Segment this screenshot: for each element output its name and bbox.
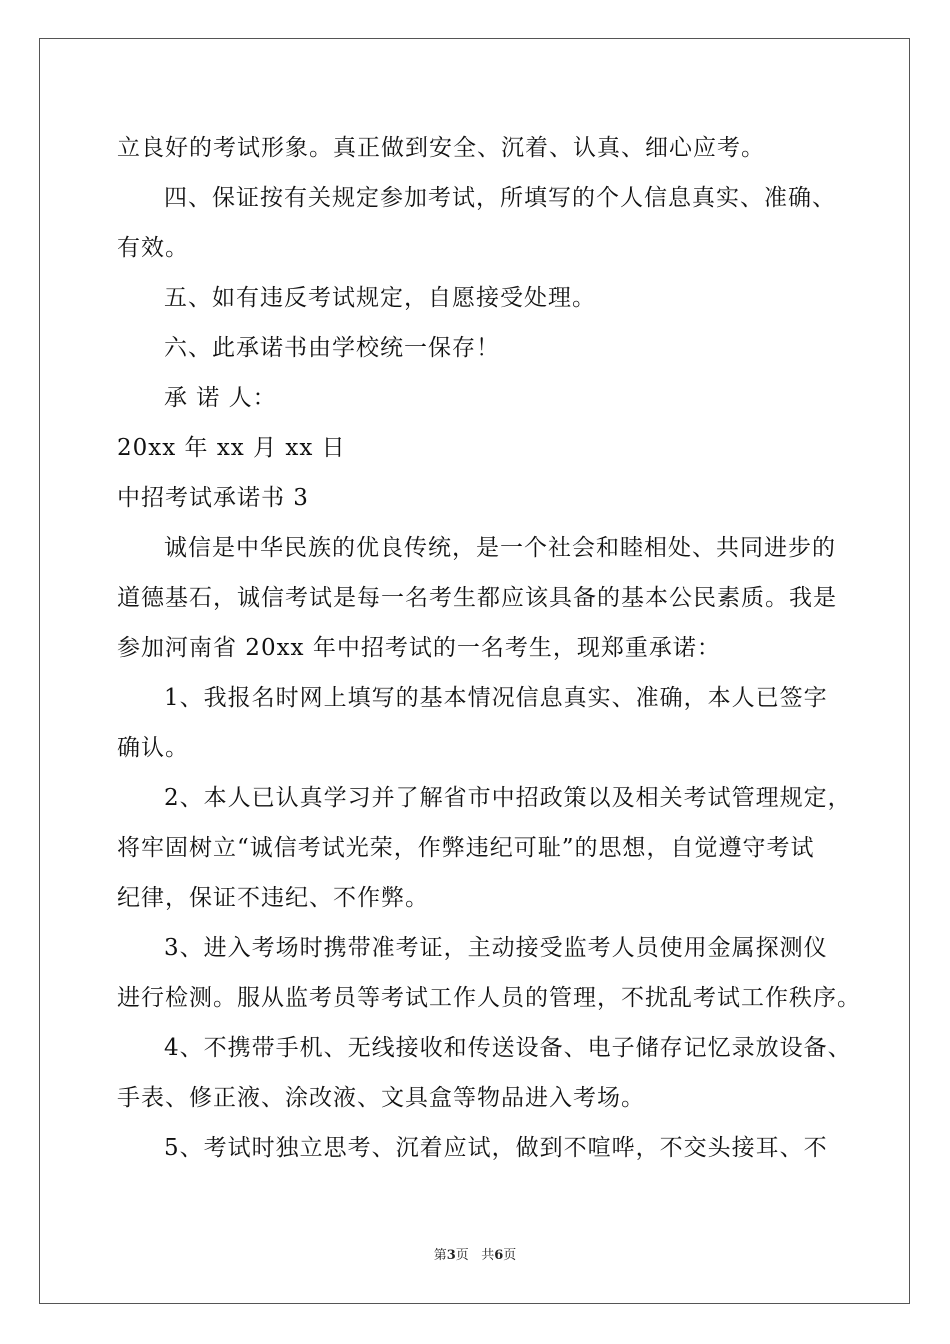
paragraph-line: 确认。 (117, 735, 189, 761)
page-footer (0, 1244, 950, 1263)
paragraph-line: 参加河南省 20xx 年中招考试的一名考生，现郑重承诺： (117, 635, 721, 661)
document-body (117, 123, 861, 1173)
paragraph-line: 4、不携带手机、无线接收和传送设备、电子储存记忆录放设备、 (164, 1035, 852, 1061)
paragraph-line: 五、如有违反考试规定，自愿接受处理。 (164, 285, 596, 311)
total-prefix: 共 (481, 1248, 495, 1263)
signatory-label: 承 诺 人： (164, 385, 277, 411)
paragraph-line: 纪律，保证不违纪、不作弊。 (117, 885, 429, 911)
page-prefix: 第 (433, 1248, 447, 1263)
paragraph-line: 四、保证按有关规定参加考试，所填写的个人信息真实、准确、 (164, 185, 836, 211)
paragraph-line: 六、此承诺书由学校统一保存！ (164, 335, 500, 361)
total-suffix: 页 (503, 1248, 517, 1263)
paragraph-line: 进行检测。服从监考员等考试工作人员的管理，不扰乱考试工作秩序。 (117, 985, 861, 1011)
paragraph-line: 3、进入考场时携带准考证，主动接受监考人员使用金属探测仪 (164, 935, 828, 961)
section-title: 中招考试承诺书 3 (117, 485, 309, 511)
paragraph-line: 有效。 (117, 235, 189, 261)
paragraph-line: 将牢固树立“诚信考试光荣，作弊违纪可耻”的思想，自觉遵守考试 (117, 835, 815, 861)
paragraph-line: 2、本人已认真学习并了解省市中招政策以及相关考试管理规定， (164, 785, 852, 811)
paragraph-line: 1、我报名时网上填写的基本情况信息真实、准确，本人已签字 (164, 685, 828, 711)
paragraph-line: 诚信是中华民族的优良传统，是一个社会和睦相处、共同进步的 (164, 535, 836, 561)
paragraph-line: 5、考试时独立思考、沉着应试，做到不喧哗，不交头接耳、不 (164, 1135, 828, 1161)
page-suffix: 页 (455, 1248, 469, 1263)
paragraph-line: 道德基石，诚信考试是每一名考生都应该具备的基本公民素质。我是 (117, 585, 837, 611)
date-line: 20xx 年 xx 月 xx 日 (117, 435, 346, 461)
total-page-number: 6 (494, 1248, 504, 1263)
current-page-number: 3 (446, 1248, 456, 1263)
paragraph-line: 立良好的考试形象。真正做到安全、沉着、认真、细心应考。 (117, 135, 765, 161)
paragraph-line: 手表、修正液、涂改液、文具盒等物品进入考场。 (117, 1085, 645, 1111)
